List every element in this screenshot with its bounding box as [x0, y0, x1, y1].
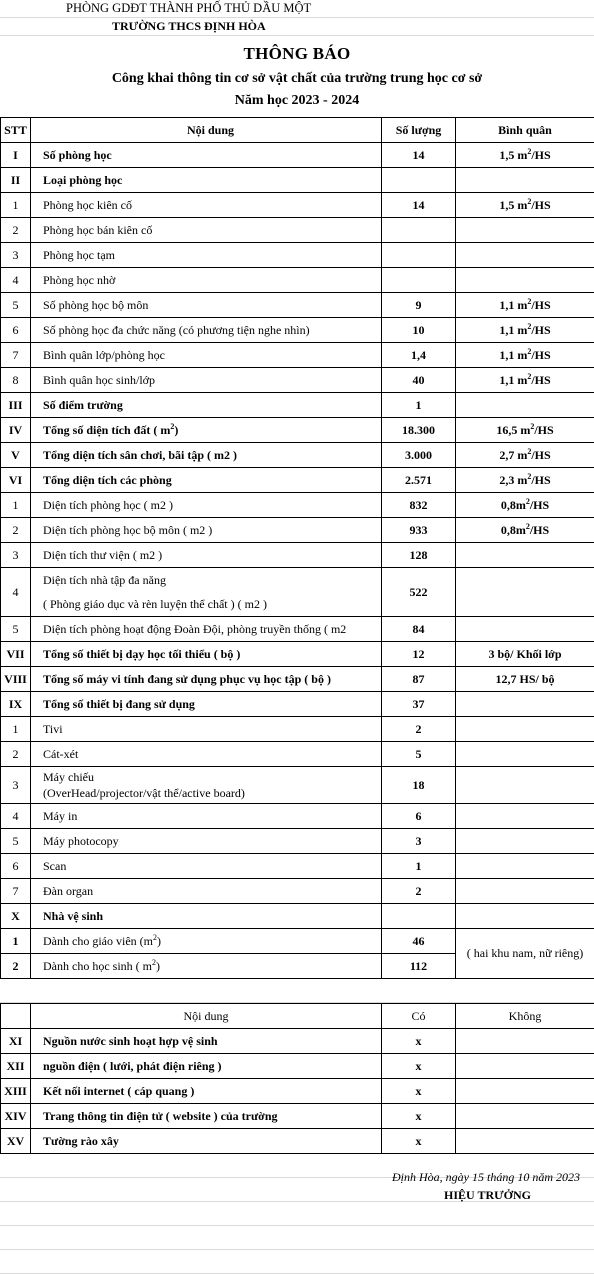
row-stt: 6 [1, 854, 31, 879]
row-average [456, 879, 594, 904]
row-stt: 2 [1, 742, 31, 767]
row-content: nguồn điện ( lưới, phát điện riêng ) [31, 1054, 382, 1079]
row-content: Trang thông tin điện tử ( website ) của trường [31, 1104, 382, 1129]
table-row [1, 642, 594, 667]
row-average [456, 854, 594, 879]
row-content: Phòng học kiên cố [31, 193, 382, 218]
table-row [1, 468, 594, 493]
row-stt: V [1, 443, 31, 468]
row-content [31, 568, 382, 617]
row-content: Tổng diện tích các phòng [31, 468, 382, 493]
row-stt: 5 [1, 293, 31, 318]
utilities-row [1, 1129, 594, 1154]
table-row [1, 767, 594, 804]
row-quantity: 40 [382, 368, 456, 393]
row-stt: III [1, 393, 31, 418]
row-content: Scan [31, 854, 382, 879]
row-content: Cát-xét [31, 742, 382, 767]
table-row [1, 829, 594, 854]
row-content: Diện tích thư viện ( m2 ) [31, 543, 382, 568]
document-subtitle: Công khai thông tin cơ sở vật chất của trường trung học cơ sở [0, 71, 594, 87]
row-content-line1: Máy chiếu [43, 769, 378, 785]
row-stt: 1 [1, 193, 31, 218]
row-average: 3 bộ/ Khối lớp [456, 642, 594, 667]
row-stt: 3 [1, 543, 31, 568]
table-row [1, 667, 594, 692]
row-content: Đàn organ [31, 879, 382, 904]
row-content: Phòng học tạm [31, 243, 382, 268]
row-average [456, 218, 594, 243]
row-stt: 6 [1, 318, 31, 343]
row-quantity: 2 [382, 879, 456, 904]
row-quantity: 5 [382, 742, 456, 767]
row-content: Số phòng học bộ môn [31, 293, 382, 318]
row-quantity: 46 [382, 929, 456, 954]
row-stt: 1 [1, 929, 31, 954]
row-content-line2: ( Phòng giáo dục và rèn luyện thể chất ) ( m2 ) [43, 596, 378, 612]
row-quantity: 933 [382, 518, 456, 543]
row-stt: VI [1, 468, 31, 493]
row-stt: IX [1, 692, 31, 717]
row-stt: XIII [1, 1079, 31, 1104]
facilities-table-body [1, 143, 594, 979]
row-average [456, 717, 594, 742]
table-row [1, 343, 594, 368]
row-no [456, 1054, 594, 1079]
row-content: Kết nối internet ( cáp quang ) [31, 1079, 382, 1104]
utilities-header-yes: Có [382, 1004, 456, 1029]
row-stt: 5 [1, 829, 31, 854]
row-no [456, 1129, 594, 1154]
table-header-row [1, 118, 594, 143]
row-stt: XIV [1, 1104, 31, 1129]
row-stt: II [1, 168, 31, 193]
utilities-header-row [1, 1004, 594, 1029]
row-average: 1,5 $m^2/HS$ [456, 193, 594, 218]
utilities-table-body [1, 1029, 594, 1154]
row-quantity: 2.571 [382, 468, 456, 493]
spacer-row [0, 979, 594, 1003]
row-content-line1: Diện tích nhà tập đa năng [43, 572, 378, 588]
row-no [456, 1104, 594, 1129]
utilities-header-stt [1, 1004, 31, 1029]
row-average: 1,1 $m^2/HS$ [456, 343, 594, 368]
row-average [456, 243, 594, 268]
row-stt: 7 [1, 879, 31, 904]
row-quantity [382, 218, 456, 243]
header-school: TRƯỜNG THCS ĐỊNH HÒA [112, 19, 266, 34]
row-content: Diện tích phòng học bộ môn ( m2 ) [31, 518, 382, 543]
row-content: Tổng diện tích sân chơi, bãi tập ( m2 ) [31, 443, 382, 468]
row-stt: IV [1, 418, 31, 443]
row-stt: 1 [1, 493, 31, 518]
table-row [1, 692, 594, 717]
row-stt: VIII [1, 667, 31, 692]
table-row [1, 568, 594, 617]
row-quantity: 1 [382, 854, 456, 879]
row-stt: 4 [1, 804, 31, 829]
table-row [1, 218, 594, 243]
utilities-header-content: Nội dung [31, 1004, 382, 1029]
row-content: Bình quân lớp/phòng học [31, 343, 382, 368]
row-quantity: 2 [382, 717, 456, 742]
row-stt: 3 [1, 767, 31, 804]
row-stt: 3 [1, 243, 31, 268]
row-average [456, 268, 594, 293]
row-content: Tổng số thiết bị đang sử dụng [31, 692, 382, 717]
row-stt: 4 [1, 568, 31, 617]
row-quantity: 3.000 [382, 443, 456, 468]
row-stt: XII [1, 1054, 31, 1079]
row-content: Diện tích phòng hoạt động Đoàn Đội, phòng truyền thống ( m2 [31, 617, 382, 642]
row-quantity: 14 [382, 143, 456, 168]
row-average [456, 904, 594, 929]
table-row [1, 717, 594, 742]
row-yes: x [382, 1129, 456, 1154]
header-org: PHÒNG GDĐT THÀNH PHỐ THỦ DẦU MỘT [66, 1, 311, 16]
row-no [456, 1029, 594, 1054]
row-quantity: 18 [382, 767, 456, 804]
utilities-row [1, 1079, 594, 1104]
row-quantity: 14 [382, 193, 456, 218]
row-yes: x [382, 1104, 456, 1129]
row-stt: 1 [1, 717, 31, 742]
row-quantity [382, 168, 456, 193]
row-quantity: 522 [382, 568, 456, 617]
row-average [456, 568, 594, 617]
row-average [456, 617, 594, 642]
header-stt: STT [1, 118, 31, 143]
row-content: Nguồn nước sinh hoạt hợp vệ sinh [31, 1029, 382, 1054]
table-row [1, 742, 594, 767]
table-row [1, 143, 594, 168]
row-average: 1,1 $m^2/HS$ [456, 318, 594, 343]
row-stt: 2 [1, 954, 31, 979]
row-quantity: 832 [382, 493, 456, 518]
document-year: Năm học 2023 - 2024 [0, 93, 594, 109]
row-average: 1,1 $m^2/HS$ [456, 368, 594, 393]
table-row [1, 268, 594, 293]
row-quantity [382, 243, 456, 268]
table-row [1, 193, 594, 218]
table-row [1, 418, 594, 443]
row-quantity: 6 [382, 804, 456, 829]
row-average [456, 767, 594, 804]
row-yes: x [382, 1029, 456, 1054]
row-content: Tổng số thiết bị dạy học tối thiểu ( bộ ) [31, 642, 382, 667]
utilities-header-no: Không [456, 1004, 594, 1029]
row-content [31, 767, 382, 804]
header-average: Bình quân [456, 118, 594, 143]
row-average [456, 393, 594, 418]
row-average: 1,1 $m^2/HS$ [456, 293, 594, 318]
row-quantity: 12 [382, 642, 456, 667]
header-quantity: Số lượng [382, 118, 456, 143]
row-content: Số phòng học đa chức năng (có phương tiện nghe nhìn) [31, 318, 382, 343]
utilities-row [1, 1029, 594, 1054]
table-row [1, 443, 594, 468]
row-quantity [382, 268, 456, 293]
row-content: Diện tích phòng học ( m2 ) [31, 493, 382, 518]
signature-date: Định Hòa, ngày 15 tháng 10 năm 2023 [392, 1170, 580, 1185]
utilities-table [0, 1003, 594, 1154]
row-stt: 7 [1, 343, 31, 368]
row-quantity: 1,4 [382, 343, 456, 368]
signature-title: HIỆU TRƯỞNG [444, 1188, 531, 1203]
row-content: Tường rào xây [31, 1129, 382, 1154]
row-content: Phòng học nhờ [31, 268, 382, 293]
row-average: $0,8m^2/HS$ [456, 493, 594, 518]
table-row [1, 393, 594, 418]
row-stt: X [1, 904, 31, 929]
row-stt: XV [1, 1129, 31, 1154]
row-average: 1,5 $m^2/HS$ [456, 143, 594, 168]
row-quantity: 128 [382, 543, 456, 568]
row-average [456, 829, 594, 854]
table-row [1, 804, 594, 829]
row-average [456, 804, 594, 829]
row-quantity [382, 904, 456, 929]
table-row [1, 854, 594, 879]
table-row [1, 243, 594, 268]
row-quantity: 9 [382, 293, 456, 318]
row-average [456, 692, 594, 717]
table-row [1, 929, 594, 954]
table-row [1, 368, 594, 393]
row-content: Phòng học bán kiên cố [31, 218, 382, 243]
utilities-row [1, 1104, 594, 1129]
table-row [1, 879, 594, 904]
row-yes: x [382, 1054, 456, 1079]
header-school-row [0, 18, 594, 36]
table-row [1, 493, 594, 518]
row-content: Bình quân học sinh/lớp [31, 368, 382, 393]
row-quantity: 84 [382, 617, 456, 642]
table-row [1, 617, 594, 642]
row-no [456, 1079, 594, 1104]
table-row [1, 904, 594, 929]
table-row [1, 293, 594, 318]
row-stt: 5 [1, 617, 31, 642]
row-content: Máy in [31, 804, 382, 829]
row-stt: VII [1, 642, 31, 667]
row-average [456, 168, 594, 193]
row-stt: 2 [1, 518, 31, 543]
row-quantity: 1 [382, 393, 456, 418]
row-content: Tổng số diện tích đất ( $m^2$) [31, 418, 382, 443]
row-average: $0,8m^2/HS$ [456, 518, 594, 543]
row-stt: I [1, 143, 31, 168]
row-content: Máy photocopy [31, 829, 382, 854]
row-stt: 4 [1, 268, 31, 293]
row-average: 12,7 HS/ bộ [456, 667, 594, 692]
row-quantity: 3 [382, 829, 456, 854]
utilities-row [1, 1054, 594, 1079]
row-content: Loại phòng học [31, 168, 382, 193]
row-average: 16,5 $m^2/HS$ [456, 418, 594, 443]
row-content: Dành cho học sinh ( $m^2$) [31, 954, 382, 979]
facilities-table [0, 117, 594, 979]
row-content-line2: (OverHead/projector/vật thể/active board) [43, 785, 378, 801]
row-content: Tổng số máy vi tính đang sử dụng phục vụ học tập ( bộ ) [31, 667, 382, 692]
header-content: Nội dung [31, 118, 382, 143]
row-average: ( hai khu nam, nữ riêng) [456, 929, 594, 979]
table-row [1, 543, 594, 568]
row-average [456, 742, 594, 767]
table-row [1, 318, 594, 343]
row-average: 2,3 $m^2/HS$ [456, 468, 594, 493]
row-content: Số phòng học [31, 143, 382, 168]
row-quantity: 37 [382, 692, 456, 717]
row-content: Số điểm trường [31, 393, 382, 418]
row-average [456, 543, 594, 568]
document-title: THÔNG BÁO [0, 44, 594, 64]
row-average: 2,7 $m^2/HS$ [456, 443, 594, 468]
row-content: Tivi [31, 717, 382, 742]
row-quantity: 87 [382, 667, 456, 692]
row-content: Dành cho giáo viên $(m^2)$ [31, 929, 382, 954]
table-row [1, 518, 594, 543]
row-stt: 2 [1, 218, 31, 243]
row-quantity: 112 [382, 954, 456, 979]
row-content: Nhà vệ sinh [31, 904, 382, 929]
row-quantity: 18.300 [382, 418, 456, 443]
row-quantity: 10 [382, 318, 456, 343]
table-row [1, 168, 594, 193]
header-org-row [0, 0, 594, 18]
row-stt: XI [1, 1029, 31, 1054]
row-yes: x [382, 1079, 456, 1104]
row-stt: 8 [1, 368, 31, 393]
